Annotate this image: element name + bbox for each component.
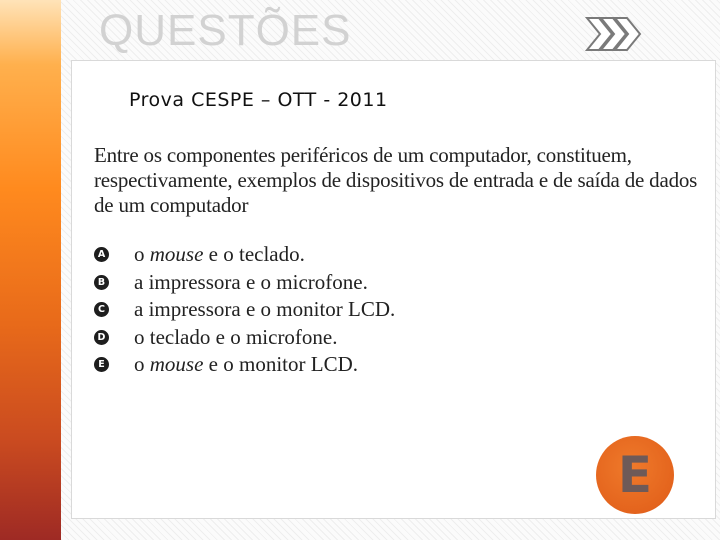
slide-title: QUESTÕES bbox=[99, 6, 352, 55]
option-d-text: o teclado e o microfone. bbox=[134, 324, 338, 349]
option-c bbox=[94, 296, 654, 324]
option-c-text: a impressora e o monitor LCD. bbox=[134, 297, 396, 322]
question-text: Entre os componentes periféricos de um computador, constituem, respectivamente, exemplos de dispositivos de entrada e de saída de dados de um computador bbox=[94, 143, 698, 217]
option-e bbox=[94, 351, 654, 379]
option-b-badge: B bbox=[94, 275, 109, 290]
option-e-text: o mouse e o monitor LCD. bbox=[134, 352, 358, 377]
option-d bbox=[94, 324, 654, 352]
option-b-text: a impressora e o microfone. bbox=[134, 269, 368, 294]
options-list bbox=[94, 241, 654, 379]
option-b bbox=[94, 269, 654, 297]
option-a-badge: A bbox=[94, 247, 109, 262]
double-chevron-right-icon bbox=[585, 14, 643, 54]
option-a bbox=[94, 241, 654, 269]
exam-label: Prova CESPE – OTT - 2011 bbox=[129, 89, 388, 111]
option-e-badge: E bbox=[94, 357, 109, 372]
option-c-badge: C bbox=[94, 302, 109, 317]
question-panel bbox=[71, 60, 716, 519]
side-gradient-band bbox=[0, 0, 61, 540]
option-d-badge: D bbox=[94, 330, 109, 345]
option-a-text: o mouse e o teclado. bbox=[134, 242, 305, 267]
answer-badge: E bbox=[596, 436, 674, 514]
